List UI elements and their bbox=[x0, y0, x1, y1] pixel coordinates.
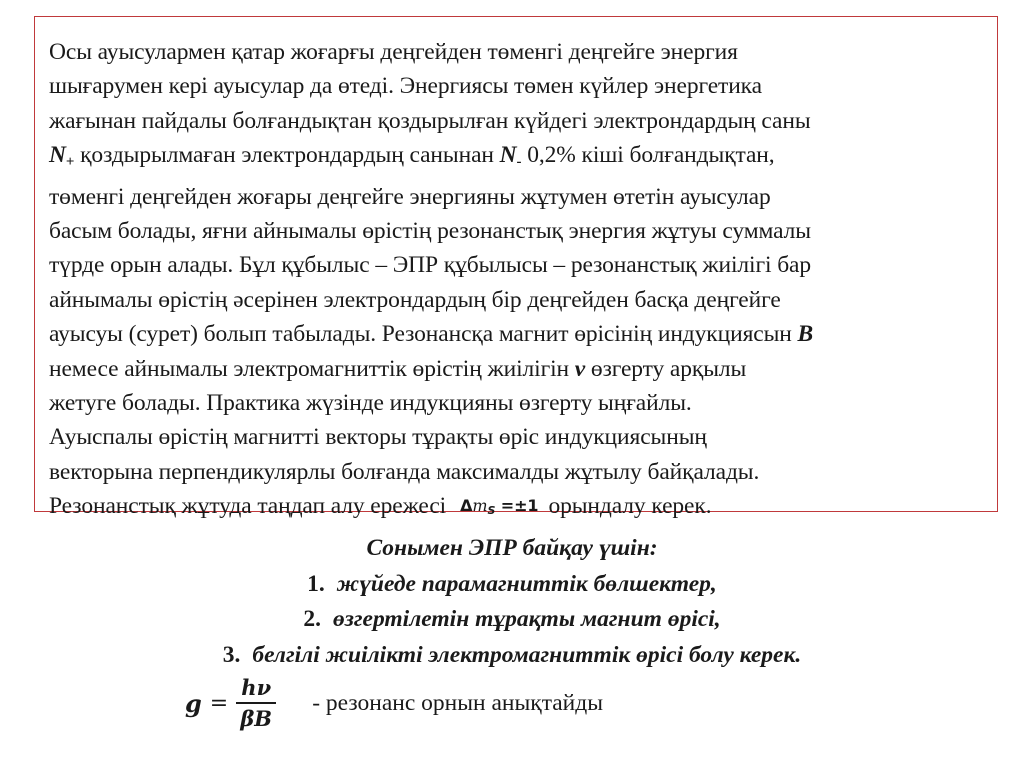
g-symbol: g bbox=[185, 688, 202, 718]
paragraph-line-10-text: немесе айнымалы электромагниттік өрістің жиілігін bbox=[49, 355, 575, 382]
g-factor-formula bbox=[185, 675, 603, 731]
epr-conditions bbox=[0, 531, 1024, 673]
paragraph-line-14 bbox=[49, 489, 983, 528]
condition-item bbox=[0, 567, 1024, 603]
paragraph-line-13: векторына перпендикулярлы болғанда максималды жұтылу байқалады. bbox=[49, 458, 760, 485]
paragraph-line-9 bbox=[49, 317, 983, 351]
condition-number: 3. bbox=[222, 641, 241, 668]
n-minus-subscript: - bbox=[516, 154, 522, 171]
condition-item bbox=[0, 602, 1024, 638]
selection-rule-rhs: =±1 bbox=[495, 496, 539, 516]
paragraph-line-8: айнымалы өрістің әсерінен электрондардың бір деңгейден басқа деңгейге bbox=[49, 286, 781, 313]
equals-sign: = bbox=[209, 690, 229, 716]
text-frame bbox=[34, 16, 998, 520]
paragraph-line-14-text: Резонанстық жұтуда таңдап алу ережесі bbox=[49, 493, 447, 520]
paragraph-line-9-text: ауысуы (сурет) болып табылады. Резонансқа магнит өрісінің индукциясын bbox=[49, 321, 798, 348]
s-subscript: S bbox=[487, 504, 496, 518]
condition-text: белгілі жиілікті электромагниттік өрісі болу керек. bbox=[252, 641, 802, 668]
paragraph-line-4 bbox=[49, 138, 983, 179]
n-minus-symbol: N bbox=[499, 142, 517, 169]
condition-text: жүйеде парамагниттік бөлшектер, bbox=[336, 570, 717, 597]
fraction-bar bbox=[236, 702, 276, 704]
fraction-numerator: hν bbox=[241, 675, 272, 700]
condition-number: 1. bbox=[307, 570, 325, 597]
condition-text: өзгертілетін тұрақты магнит өрісі, bbox=[332, 606, 721, 632]
paragraph-line-6: басым болады, яғни айнымалы өрістің резонанстық энергия жұтуы суммалы bbox=[49, 218, 811, 245]
condition-number: 2. bbox=[303, 606, 321, 632]
conditions-heading: Сонымен ЭПР байқау үшін: bbox=[366, 535, 658, 561]
m-symbol: m bbox=[472, 496, 488, 516]
paragraph-line-7: түрде орын алады. Бұл құбылыс – ЭПР құбылысы – резонанстық жиілігі бар bbox=[49, 252, 812, 279]
paragraph-line-10-end: өзгерту арқылы bbox=[585, 355, 747, 382]
paragraph-line-4-end: 0,2% кіші болғандықтан, bbox=[521, 142, 775, 169]
paragraph-line-11: жетуге болады. Практика жүзінде индукцияны өзгерту ыңғайлы. bbox=[49, 390, 692, 417]
paragraph-line-14-end: орындалу керек. bbox=[548, 493, 712, 520]
n-plus-symbol: N bbox=[49, 142, 66, 169]
formula-description: - резонанс орнын анықтайды bbox=[312, 689, 604, 716]
nu-symbol: ν bbox=[574, 355, 586, 382]
fraction-denominator: βB bbox=[240, 706, 273, 731]
paragraph-line-10 bbox=[49, 352, 983, 386]
b-symbol: B bbox=[797, 321, 814, 348]
fraction bbox=[236, 675, 276, 731]
condition-item bbox=[0, 638, 1024, 674]
main-paragraph bbox=[49, 35, 983, 529]
n-plus-subscript: + bbox=[65, 154, 75, 171]
paragraph-line-2: шығарумен кері ауысулар да өтеді. Энергиясы төмен күйлер энергетика bbox=[49, 73, 762, 100]
paragraph-line-5: төменгі деңгейден жоғары деңгейге энергияны жұтумен өтетін ауысулар bbox=[49, 183, 771, 210]
paragraph-line-1: Осы ауысулармен қатар жоғарғы деңгейден төменгі деңгейге энергия bbox=[49, 39, 738, 65]
selection-rule-formula bbox=[460, 489, 538, 528]
delta-symbol: Δ bbox=[460, 496, 473, 516]
paragraph-line-4-mid: қоздырылмаған электрондардың санынан bbox=[74, 142, 500, 169]
paragraph-line-12: Ауыспалы өрістің магнитті векторы тұрақты өріс индукциясының bbox=[49, 424, 707, 451]
paragraph-line-3: жағынан пайдалы болғандықтан қоздырылған күйдегі электрондардың саны bbox=[49, 107, 811, 134]
